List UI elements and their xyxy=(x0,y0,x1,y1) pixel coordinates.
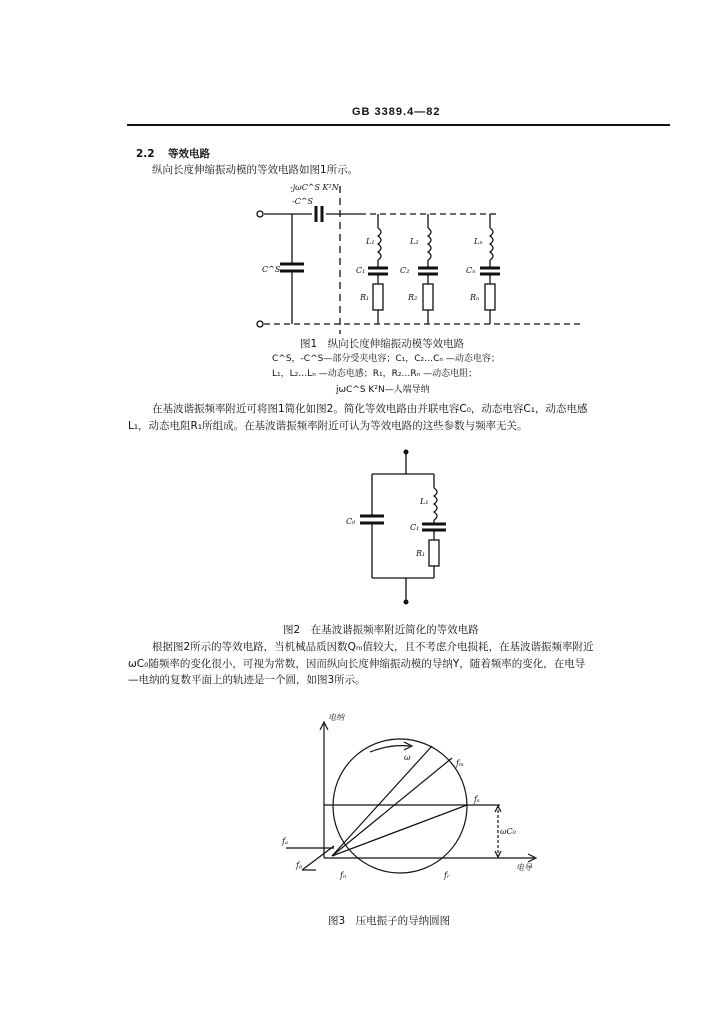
fig3-omega-label: ω xyxy=(404,753,411,762)
fig1-c0-label: C^S xyxy=(262,265,281,274)
fig3-x-axis-label: 电导 xyxy=(516,863,532,872)
fig1-top-label: -jωC^S K²N xyxy=(290,183,339,192)
fig2-c1-label: C₁ xyxy=(410,523,420,532)
fig3-fp-label: fₚ xyxy=(296,861,303,870)
fig1-cn-label: Cₙ xyxy=(466,266,476,275)
fig1-r1-label: R₁ xyxy=(360,293,370,302)
figure3-admittance-circle xyxy=(272,708,552,908)
fig2-bottom-terminal xyxy=(404,600,409,605)
figure1-legend-3: jωC^S K²N—人端导纳 xyxy=(336,385,430,395)
fig1-series-c-label: -C^S xyxy=(292,197,314,206)
fig1-ln-label: Lₙ xyxy=(474,237,483,246)
fig3-wc0-label: ωC₀ xyxy=(500,827,516,836)
fig1-c2-label: C₂ xyxy=(400,266,410,275)
section-title: 等效电路 xyxy=(168,148,210,160)
fig3-fn-label: fₙ xyxy=(340,871,347,880)
figure2-caption: 图2 在基波谐振频率附近简化的等效电路 xyxy=(283,624,479,636)
fig3-fa-label: fₐ xyxy=(282,837,288,846)
figure1-legend-1: C^S，-C^S—部分受夹电容；C₁，C₂…Cₙ —动态电容； xyxy=(272,354,500,364)
figure1-caption: 图1 纵向长度伸缩振动模等效电路 xyxy=(300,338,465,350)
section-intro: 纵向长度伸缩振动模的等效电路如图1所示。 xyxy=(152,164,359,176)
paragraph3-line1: 根据图2所示的等效电路，当机械品质因数Qₘ值较大，且不考虑介电损耗，在基波谐振频率附近 xyxy=(152,641,594,653)
admittance-circle xyxy=(333,739,467,873)
paragraph3-line2: ωC₀随频率的变化很小，可视为常数，因而纵向长度伸缩振动模的导纳Y，随着频率的变化，在电导 xyxy=(128,658,586,670)
figure1-legend-2: L₁，L₂…Lₙ —动态电感；R₁，R₂…Rₙ —动态电阻； xyxy=(272,369,478,379)
paragraph3-line3: —电纳的复数平面上的轨迹是一个圆，如图3所示。 xyxy=(128,674,366,686)
fig1-rn-label: Rₙ xyxy=(470,293,480,302)
fig2-r1-label: R₁ xyxy=(416,549,426,558)
fig2-l1-label: L₁ xyxy=(420,497,429,506)
fig1-c1-label: C₁ xyxy=(356,266,366,275)
paragraph2-line2: L₁，动态电阻R₁所组成。在基波谐振频率附近可认为等效电路的这些参数与频率无关。 xyxy=(128,420,528,432)
section-number: 2.2 xyxy=(136,148,155,160)
fig1-l2-label: L₂ xyxy=(410,237,419,246)
figure1-circuit xyxy=(250,176,590,336)
fig2-c0-label: C₀ xyxy=(346,517,356,526)
fig3-fr-label: fᵣ xyxy=(444,871,450,880)
paragraph2-line1: 在基波谐振频率附近可将图1简化如图2。简化等效电路由并联电容C₀，动态电容C₁，动态电感 xyxy=(152,403,588,415)
fig3-fs-label: fₛ xyxy=(474,795,480,804)
fig1-l1-label: L₁ xyxy=(366,237,375,246)
fig1-r2-label: R₂ xyxy=(408,293,418,302)
figure3-caption: 图3 压电振子的导纳圆图 xyxy=(328,915,451,927)
figure2-circuit xyxy=(340,444,460,610)
fig3-y-axis-label: 电纳 xyxy=(328,713,344,722)
header-rule xyxy=(127,124,670,126)
standard-code: GB 3389.4—82 xyxy=(352,106,441,118)
fig2-top-terminal xyxy=(404,450,409,455)
fig3-fm-label: fₘ xyxy=(456,759,464,768)
